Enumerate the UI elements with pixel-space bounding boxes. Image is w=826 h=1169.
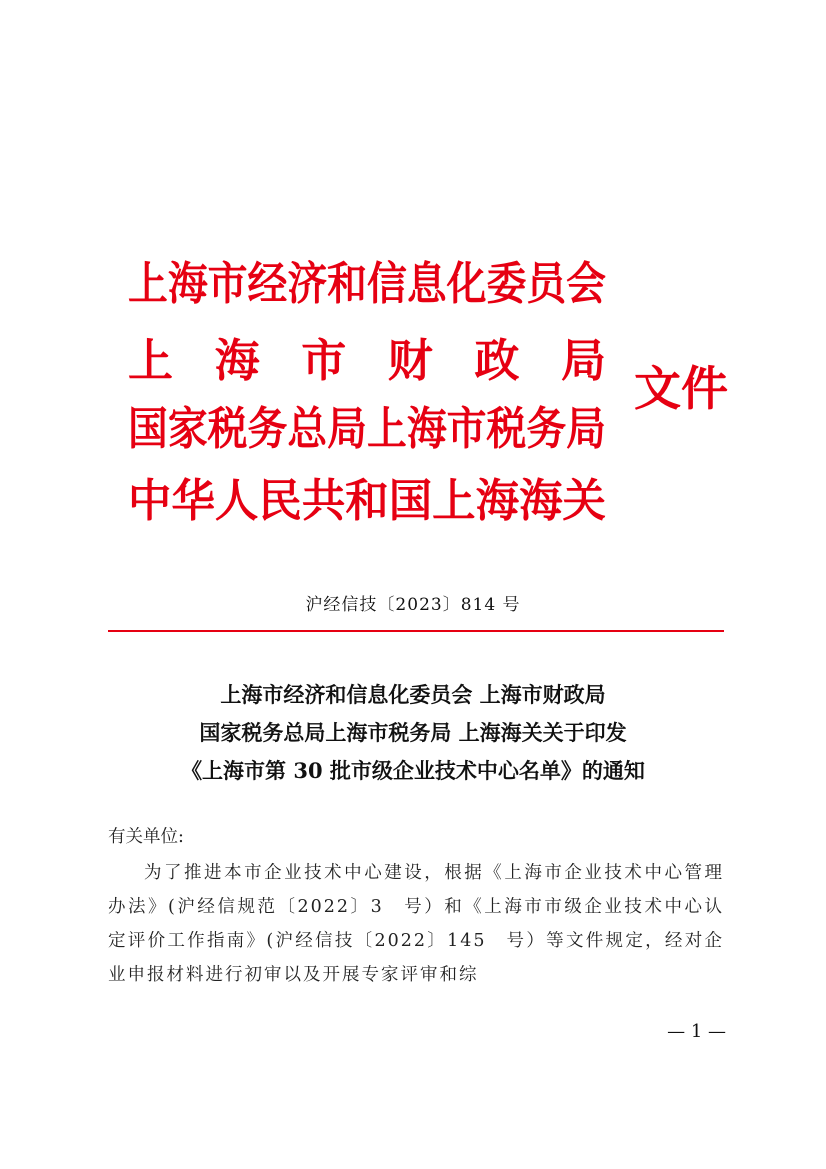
issuer-line-3: 国家税务总局上海市税务局	[128, 403, 606, 455]
document-type-label: 文件	[634, 362, 728, 417]
red-divider	[108, 630, 724, 632]
body-paragraph: 为了推进本市企业技术中心建设，根据《上海市企业技术中心管理办法》(沪经信规范〔2022〕3 号）和《上海市市级企业技术中心认定评价工作指南》(沪经信技〔2022〕145 号）等文件规定，经对企业申报材料进行初审以及开展专家评审和综	[108, 863, 724, 985]
issuer-line-2-char: 财	[387, 335, 433, 387]
issuer-line-4: 中华人民共和国上海海关	[128, 475, 606, 527]
issuer-line-2-char: 上	[128, 335, 174, 387]
title-line-2: 国家税务总局上海市税务局 上海海关关于印发	[199, 720, 627, 745]
title-line-3: 《上海市第 30 批市级企业技术中心名单》的通知	[181, 758, 645, 783]
document-number: 沪经信技〔2023〕814 号	[305, 595, 521, 615]
issuer-line-2	[128, 335, 606, 387]
title-line-1: 上海市经济和信息化委员会 上海市财政局	[220, 682, 606, 707]
issuer-line-2-char: 政	[474, 335, 520, 387]
issuer-line-2-char: 局	[560, 335, 606, 387]
page-number: — 1 —	[667, 1021, 726, 1042]
issuer-line-2-char: 市	[301, 335, 347, 387]
issuer-line-2-char: 海	[214, 335, 260, 387]
salutation: 有关单位:	[108, 827, 184, 847]
issuer-line-1: 上海市经济和信息化委员会	[128, 258, 606, 310]
